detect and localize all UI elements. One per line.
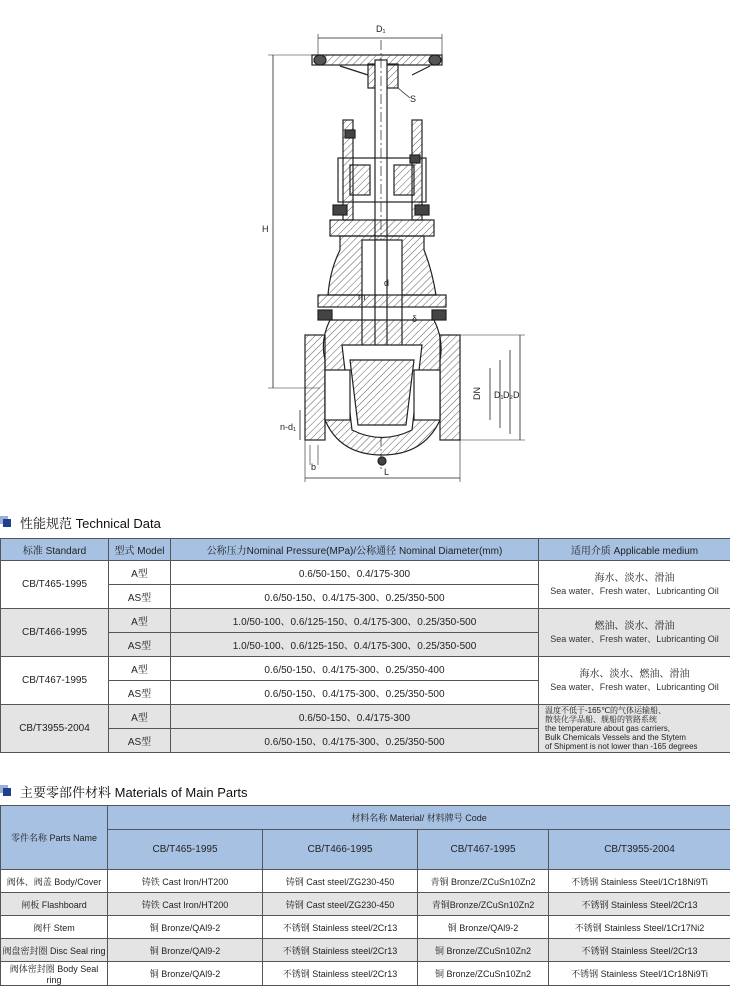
cell-material: 铜 Bronze/QAl9-2 [108,939,263,962]
dim-label-m: m [358,292,366,302]
header-parts-name: 零件名称 Parts Name [1,806,108,870]
cell-medium [539,657,730,705]
cell-material: 不锈钢 Stainless steel/2Cr13 [263,916,418,939]
section-marker-icon [0,785,12,797]
header-medium: 适用介质 Applicable medium [539,539,730,561]
section-marker-icon [0,516,12,528]
medium-line: 散装化学品船、舰船的管路系统 [545,715,657,724]
cell-pressure: 0.6/50-150、0.4/175-300、0.25/350-500 [171,585,539,609]
table-row [1,609,730,633]
medium-en: Sea water、Fresh water、Lubricanting Oil [550,681,719,692]
cell-pressure: 1.0/50-100、0.6/125-150、0.4/175-300、0.25/350-500 [171,633,539,657]
cell-model: A型 [109,609,171,633]
header-standard: 标准 Standard [1,539,109,561]
dim-label-d1-top: D₁ [376,24,386,34]
cell-part: 阀杆 Stem [1,916,108,939]
header-model: 型式 Model [109,539,171,561]
medium-en: Sea water、Fresh water、Lubricanting Oil [550,585,719,596]
handwheel-knob-left [314,55,326,65]
cell-model: A型 [109,705,171,729]
cell-pressure: 1.0/50-100、0.6/125-150、0.4/175-300、0.25/350-500 [171,609,539,633]
cell-material: 青铜 Bronze/ZCuSn10Zn2 [418,870,549,893]
dim-label-delta: δ [412,314,418,324]
cell-standard: CB/T465-1995 [1,561,109,609]
cell-pressure: 0.6/50-150、0.4/175-300、0.25/350-500 [171,729,539,753]
header-material: 材料名称 Material/ 材料牌号 Code [108,806,730,830]
table-row [1,657,730,681]
table-header-row [1,830,730,870]
cell-model: AS型 [109,585,171,609]
dim-label-d1: D₁ [494,390,504,400]
table-row [1,561,730,585]
dim-label-b: b [311,462,317,472]
dim-label-h: H [262,224,269,234]
dim-label-dn: DN [472,387,482,400]
cell-material: 铜 Bronze/QAl9-2 [418,916,549,939]
cell-material: 铜 Bronze/ZCuSn10Zn2 [418,962,549,986]
medium-en: Sea water、Fresh water、Lubricanting Oil [550,633,719,644]
cell-medium [539,705,730,753]
cell-model: AS型 [109,633,171,657]
cell-material: 不锈钢 Stainless Steel/1Cr17Ni2 [549,916,730,939]
header-pressure: 公称压力Nominal Pressure(MPa)/公称通径 Nominal Diameter(mm) [171,539,539,561]
table-header-row [1,806,730,830]
cell-part: 阀体密封圈 Body Seal ring [1,962,108,986]
cell-material: 不锈钢 Stainless steel/2Cr13 [263,962,418,986]
dim-label-s: S [410,94,417,104]
medium-cn: 海水、淡水、燃油、滑油 [579,668,690,680]
header-standard: CB/T3955-2004 [549,830,730,870]
table-row [1,893,730,916]
cell-material: 青铜Bronze/ZCuSn10Zn2 [418,893,549,916]
cell-material: 不锈钢 Stainless steel/2Cr13 [263,939,418,962]
cell-material: 铸钢 Cast steel/ZG230-450 [263,870,418,893]
cell-material: 不锈钢 Stainless Steel/2Cr13 [549,939,730,962]
table-row [1,916,730,939]
cell-material: 铸铁 Cast Iron/HT200 [108,893,263,916]
cell-medium [539,609,730,657]
technical-data-table [0,538,730,753]
cell-model: AS型 [109,681,171,705]
cell-pressure: 0.6/50-150、0.4/175-300 [171,705,539,729]
table-header-row [1,539,730,561]
header-standard: CB/T466-1995 [263,830,418,870]
table-row [1,962,730,986]
table-row [1,870,730,893]
header-standard: CB/T467-1995 [418,830,549,870]
materials-title: 主要零部件材料 Materials of Main Parts [0,782,248,800]
medium-line: 温度不低于-165℃的气体运输船、 [545,706,666,715]
cell-material: 铸钢 Cast steel/ZG230-450 [263,893,418,916]
cell-part: 阀体、阀盖 Body/Cover [1,870,108,893]
materials-table [0,805,730,986]
cell-part: 闸板 Flashboard [1,893,108,916]
cell-material: 铜 Bronze/QAl9-2 [108,962,263,986]
dim-label-d2: D₂ [503,390,513,400]
dim-label-d: d [384,278,390,288]
cell-material: 铜 Bronze/ZCuSn10Zn2 [418,939,549,962]
dim-label-l: L [384,467,390,477]
cell-pressure: 0.6/50-150、0.4/175-300、0.25/350-500 [171,681,539,705]
medium-line: Bulk Chemicals Vessels and the Stytem [545,733,686,742]
medium-line: of Shipment is not lower than -165 degrees [545,742,698,751]
dim-label-nd: n-d₁ [280,422,297,432]
cell-material: 不锈钢 Stainless Steel/1Cr18Ni9Ti [549,962,730,986]
cell-part: 阀盘密封圈 Disc Seal ring [1,939,108,962]
cell-standard: CB/T3955-2004 [1,705,109,753]
cell-material: 铜 Bronze/QAl9-2 [108,916,263,939]
cell-medium [539,561,730,609]
cell-standard: CB/T467-1995 [1,657,109,705]
table-row [1,939,730,962]
medium-line: the temperature about gas carriers, [545,724,670,733]
cell-material: 不锈钢 Stainless Steel/2Cr13 [549,893,730,916]
medium-cn: 海水、淡水、滑油 [594,572,675,584]
dim-label-d-outer: D [513,390,520,400]
cell-model: A型 [109,657,171,681]
table-row [1,705,730,729]
header-standard: CB/T465-1995 [108,830,263,870]
handwheel-knob-right [429,55,441,65]
cell-pressure: 0.6/50-150、0.4/175-300 [171,561,539,585]
cell-model: A型 [109,561,171,585]
cell-material: 铸铁 Cast Iron/HT200 [108,870,263,893]
medium-cn: 燃油、淡水、滑油 [594,620,675,632]
technical-data-title: 性能规范 Technical Data [0,513,161,531]
cell-standard: CB/T466-1995 [1,609,109,657]
cell-material: 不锈钢 Stainless Steel/1Cr18Ni9Ti [549,870,730,893]
cell-pressure: 0.6/50-150、0.4/175-300、0.25/350-400 [171,657,539,681]
cell-model: AS型 [109,729,171,753]
